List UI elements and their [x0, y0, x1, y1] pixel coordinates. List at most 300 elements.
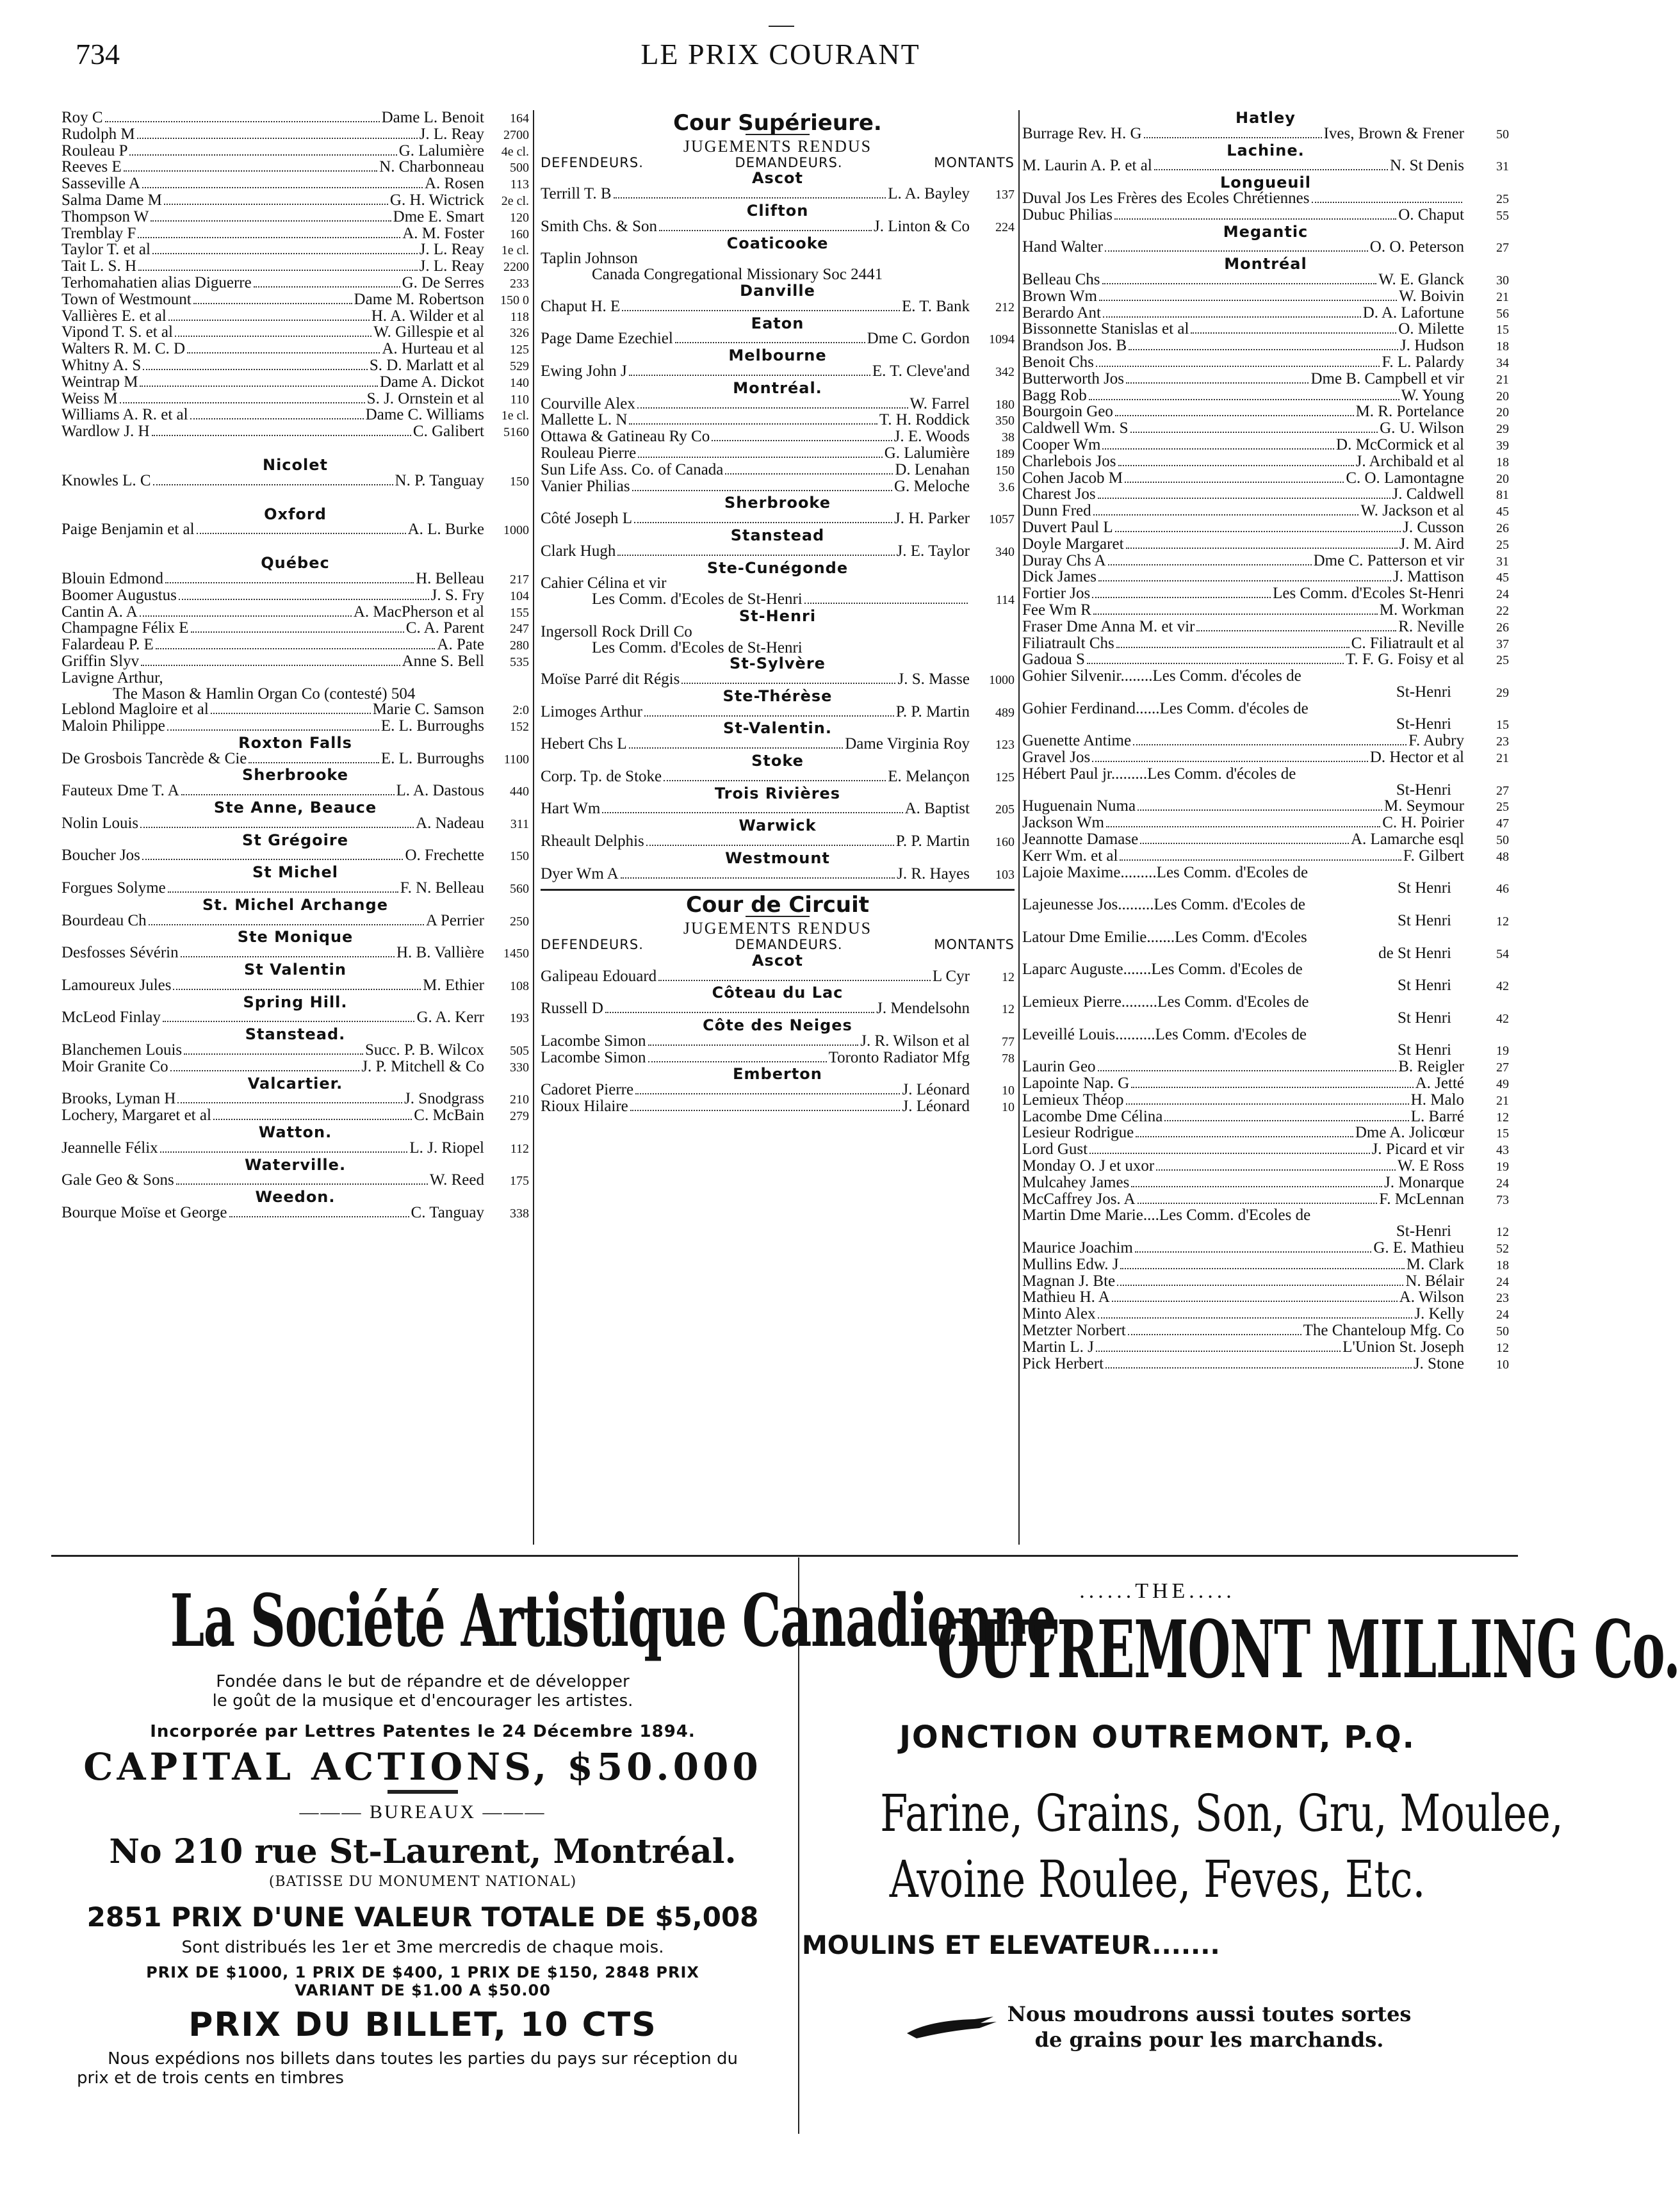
amount: 175: [510, 1174, 529, 1189]
judgment-row: [1022, 1158, 1509, 1175]
defendant: Caldwell Wm. S: [1022, 419, 1129, 437]
judgment-row: [1022, 272, 1509, 289]
judgment-row: [1022, 569, 1509, 586]
jugements-heading: JUGEMENTS RENDUS: [683, 919, 872, 938]
entry-line: Gohier Ferdinand......Les Comm. d'écoles de: [1022, 699, 1309, 717]
defendant: Guenette Antime: [1022, 732, 1132, 750]
plaintiff: H. Belleau: [416, 569, 484, 587]
defendant: Moir Granite Co: [61, 1057, 168, 1075]
dot-leader: [617, 555, 894, 556]
dot-leader: [1105, 1367, 1412, 1369]
defendant: Hand Walter: [1022, 238, 1103, 256]
amount: 29: [1496, 422, 1509, 437]
judgment-row: [541, 364, 1015, 380]
column-middle: [541, 110, 1015, 1116]
plaintiff: E. Melançon: [888, 767, 970, 785]
dot-leader: [140, 827, 414, 828]
defendant: St Henri: [1397, 977, 1451, 995]
judgment-row: [61, 848, 529, 865]
dot-leader: [1126, 1103, 1409, 1105]
judgment-row: [61, 719, 529, 735]
amount: 1000: [989, 673, 1015, 688]
amount: 103: [995, 867, 1015, 882]
defendant: Côté Joseph L: [541, 510, 633, 528]
dot-leader: [137, 138, 418, 139]
judgment-row: [61, 605, 529, 621]
judgment-row: [541, 1001, 1015, 1018]
plaintiff: H. B. Vallière: [396, 944, 484, 962]
dot-leader: [1115, 531, 1401, 532]
amount: 19: [1496, 1044, 1509, 1059]
judgment-row: [1022, 733, 1509, 750]
page-header: [0, 0, 1561, 77]
dot-leader: [1130, 432, 1378, 433]
dot-leader: [181, 956, 395, 957]
dot-leader: [163, 1021, 415, 1022]
ad-societe-desc-1: Fondée dans le but de répandre et de développer: [216, 1672, 630, 1691]
defendant: McLeod Finlay: [61, 1009, 161, 1027]
judgment-row: [61, 1108, 529, 1125]
locality-heading: Québec: [261, 554, 330, 573]
amount: 2e cl.: [501, 193, 529, 208]
defendant: St-Henri: [1396, 1223, 1451, 1240]
judgment-row: [61, 978, 529, 995]
amount: 10: [1496, 1357, 1509, 1372]
defendant: Sasseville A: [61, 175, 140, 193]
amount: 55: [1496, 208, 1509, 223]
ad-outremont-products-2: Avoine Roulee, Feves, Etc.: [889, 1849, 1426, 1909]
dot-leader: [1144, 137, 1322, 138]
amount: 440: [510, 784, 529, 799]
plaintiff: F. L. Palardy: [1382, 353, 1464, 371]
ad-societe-bureaux-label: BUREAUX: [369, 1801, 476, 1823]
dot-leader: [213, 1119, 412, 1120]
dot-leader: [167, 729, 379, 731]
judgment-row: [541, 1050, 1015, 1067]
dot-leader: [1129, 349, 1398, 350]
judgment-row: [1022, 750, 1509, 767]
judgment-row: [1022, 685, 1509, 701]
column-right: [1022, 110, 1509, 1372]
plaintiff: C. O. Lamontagne: [1346, 469, 1464, 487]
amount: 50: [1496, 833, 1509, 848]
judgment-row: [61, 1043, 529, 1059]
plaintiff: N. Bélair: [1405, 1272, 1464, 1290]
ad-societe-bureaux: ——— BUREAUX ———: [299, 1801, 546, 1823]
ad-societe-address: No 210 rue St-Laurent, Montréal.: [109, 1832, 737, 1871]
locality-heading: Ascot: [751, 169, 804, 188]
defendant: Weiss M: [61, 389, 118, 407]
judgment-row: [1022, 553, 1509, 570]
entry-line: The Mason & Hamlin Organ Co (contesté) 504: [113, 685, 416, 703]
dot-leader: [175, 336, 371, 337]
amount: 23: [1496, 735, 1509, 749]
plaintiff: A. Rosen: [424, 175, 484, 193]
defendant: Desfosses Sévérin: [61, 944, 179, 962]
ad-societe-ship-1: Nous expédions nos billets dans toutes les parties du pays sur réception du: [108, 2049, 738, 2068]
judgment-row: [61, 473, 529, 490]
amount: 205: [995, 802, 1015, 817]
dot-leader: [1102, 448, 1334, 450]
column-header: MONTANTS: [934, 937, 1015, 953]
plaintiff: E. T. Cleve'and: [872, 362, 970, 380]
plaintiff: C. Tanguay: [411, 1204, 484, 1221]
plaintiff: A. Wilson: [1399, 1288, 1464, 1306]
defendant: Burrage Rev. H. G: [1022, 124, 1142, 142]
defendant: Ewing John J: [541, 362, 627, 380]
plaintiff: J. P. Mitchell & Co: [361, 1057, 484, 1075]
defendant: Magnan J. Bte: [1022, 1272, 1116, 1290]
dot-leader: [1120, 859, 1401, 861]
defendant: Blanchemen Louis: [61, 1041, 183, 1059]
defendant: St-Henri: [1396, 781, 1451, 799]
judgment-row: [61, 309, 529, 325]
amount: 29: [1496, 685, 1509, 700]
defendant: Boucher Jos: [61, 847, 140, 865]
entry-line: Leveillé Louis..........Les Comm. d'Ecoles de: [1022, 1025, 1307, 1043]
locality-heading: Megantic: [1223, 222, 1309, 241]
amount: 30: [1496, 273, 1509, 288]
judgment-row: [1022, 421, 1509, 437]
defendant: Rheault Delphis: [541, 833, 644, 850]
amount: 3.6: [999, 480, 1015, 494]
amount: 250: [510, 914, 529, 929]
defendant: Lesieur Rodrigue: [1022, 1124, 1134, 1142]
amount: 110: [510, 392, 529, 407]
dot-leader: [1103, 316, 1361, 318]
defendant: McCaffrey Jos. A: [1022, 1190, 1136, 1208]
locality-heading: Waterville.: [244, 1155, 347, 1174]
locality-heading: Weedon.: [255, 1188, 336, 1207]
page-number: 734: [76, 38, 120, 70]
plaintiff: J. Linton & Co: [873, 217, 970, 235]
dot-leader: [658, 980, 931, 981]
amount: 233: [510, 276, 529, 291]
judgment-row: [541, 446, 1015, 462]
locality-heading: Coaticooke: [726, 234, 829, 252]
defendant: Charlebois Jos: [1022, 452, 1116, 470]
judgment-row: [1022, 978, 1509, 995]
judgment-row: [61, 226, 529, 243]
judgment-row: [541, 479, 1015, 496]
amount: 1000: [503, 523, 529, 538]
amount: 49: [1496, 1077, 1509, 1092]
locality-heading: Melbourne: [728, 346, 827, 365]
locality-heading: Sherbrooke: [241, 766, 349, 784]
judgment-row: [61, 127, 529, 143]
dot-leader: [170, 1070, 360, 1071]
plaintiff: C. Galibert: [412, 423, 484, 441]
jugements-heading: JUGEMENTS RENDUS: [683, 136, 872, 156]
defendant: Berardo Ant: [1022, 304, 1101, 321]
amount: 12: [1496, 1225, 1509, 1240]
ad-societe-prize-list-2: VARIANT DE $1.00 A $50.00: [295, 1981, 551, 1999]
defendant: Falardeau P. E: [61, 636, 154, 654]
plaintiff: W. Boivin: [1399, 287, 1464, 305]
judgment-row: [1022, 240, 1509, 256]
amount: 48: [1496, 849, 1509, 864]
dot-leader: [605, 1012, 874, 1013]
dot-leader: [622, 310, 900, 311]
defendant: Brown Wm: [1022, 287, 1097, 305]
plaintiff: S. J. Ornstein et al: [366, 389, 484, 407]
plaintiff: Dame M. Robertson: [354, 290, 484, 308]
amount: 24: [1496, 1176, 1509, 1190]
defendant: Ottawa & Gatineau Ry Co: [541, 428, 710, 446]
amount: 120: [510, 210, 529, 225]
amount: 12: [1002, 970, 1015, 984]
locality-heading: Hatley: [1236, 109, 1296, 127]
locality-heading: Sherbrooke: [724, 494, 831, 512]
judgment-row: [1022, 1142, 1509, 1158]
amount: 21: [1496, 289, 1509, 304]
defendant: Cooper Wm: [1022, 435, 1101, 453]
ad-outremont-products-1: Farine, Grains, Son, Gru, Moulee,: [880, 1784, 1563, 1843]
dot-leader: [1135, 1251, 1372, 1253]
amount: 19: [1496, 1160, 1509, 1174]
amount: 535: [510, 654, 529, 669]
locality-heading: St Valentin: [244, 961, 347, 979]
dot-leader: [124, 170, 377, 172]
defendant: Champagne Félix E: [61, 619, 189, 637]
defendant: Tremblay F: [61, 224, 136, 242]
amount: 10: [1002, 1100, 1015, 1115]
amount: 21: [1496, 751, 1509, 766]
dot-leader: [1117, 1285, 1403, 1286]
locality-heading: Oxford: [264, 505, 327, 523]
judgment-row: [1022, 471, 1509, 487]
dot-leader: [138, 270, 418, 271]
judgment-row: [1022, 1175, 1509, 1192]
column-header: DEMANDEURS.: [735, 154, 843, 170]
judgment-row: [61, 1141, 529, 1157]
dot-leader: [664, 780, 886, 781]
dot-leader: [712, 440, 892, 441]
defendant: Dick James: [1022, 568, 1097, 586]
defendant: St Henri: [1397, 879, 1451, 897]
amount: 193: [510, 1011, 529, 1026]
judgment-row: [1022, 799, 1509, 815]
dot-leader: [141, 665, 400, 666]
locality-heading: Clifton: [746, 201, 809, 220]
plaintiff: D. Hector et al: [1369, 749, 1464, 767]
defendant: Huguenain Numa: [1022, 797, 1136, 815]
dot-leader: [634, 522, 892, 523]
plaintiff: Dame A. Dickot: [379, 373, 484, 391]
dot-leader: [637, 407, 908, 409]
plaintiff: G. Lalumière: [884, 444, 970, 462]
judgment-row: [541, 219, 1015, 236]
locality-heading: St. Michel Archange: [202, 895, 388, 914]
dot-leader: [142, 859, 404, 860]
judgment-row: [1022, 849, 1509, 865]
entry-line: Lavigne Arthur,: [61, 669, 163, 687]
defendant: Charest Jos: [1022, 485, 1096, 503]
plaintiff: J. H. Parker: [893, 510, 970, 528]
plaintiff: D. Lenahan: [895, 460, 970, 478]
dot-leader: [644, 715, 894, 717]
defendant: Bissonnette Stanislas et al: [1022, 320, 1189, 338]
judgment-row: [1022, 1109, 1509, 1126]
defendant: Gale Geo & Sons: [61, 1171, 174, 1189]
amount: 26: [1496, 521, 1509, 535]
dot-leader: [629, 747, 844, 749]
amount: 18: [1496, 339, 1509, 354]
dot-leader: [1092, 761, 1368, 762]
plaintiff: J. L. Reay: [419, 241, 484, 259]
judgment-row: [1022, 487, 1509, 503]
judgment-row: [61, 259, 529, 275]
amount: 2200: [503, 260, 529, 275]
plaintiff: R. Neville: [1398, 617, 1464, 635]
defendant: Maloin Philippe: [61, 717, 165, 735]
entry-line: Ingersoll Rock Drill Co: [541, 622, 692, 640]
plaintiff: F. Gilbert: [1403, 847, 1464, 865]
amount: 217: [510, 572, 529, 587]
amount: 137: [995, 188, 1015, 202]
plaintiff: L. Barré: [1410, 1107, 1464, 1125]
defendant: Dubuc Philias: [1022, 206, 1113, 223]
amount: 1e cl.: [501, 409, 529, 423]
amount: 4e cl.: [501, 144, 529, 159]
judgment-row: [61, 325, 529, 341]
judgment-row: [61, 571, 529, 588]
dot-leader: [1096, 366, 1380, 367]
amount: 350: [995, 414, 1015, 428]
judgment-row: [1022, 404, 1509, 421]
judgment-row: [61, 143, 529, 160]
amount: 10: [1002, 1084, 1015, 1098]
amount: 12: [1496, 1340, 1509, 1355]
defendant: Griffin Slyv: [61, 652, 140, 670]
judgment-row: [61, 375, 529, 391]
defendant: Brandson Jos. B: [1022, 337, 1127, 355]
dot-leader: [156, 648, 436, 649]
defendant: Lemieux Théop: [1022, 1091, 1124, 1109]
defendant: M. Laurin A. P. et al: [1022, 157, 1152, 175]
amount: 25: [1496, 537, 1509, 552]
judgment-row: [541, 672, 1015, 688]
judgment-row: [1022, 126, 1509, 143]
plaintiff: J. Hudson: [1399, 337, 1464, 355]
dot-leader: [1131, 1186, 1382, 1187]
amount: 150: [510, 849, 529, 864]
defendant: Walters R. M. C. D: [61, 340, 186, 358]
dot-leader: [105, 121, 380, 122]
amount: 47: [1496, 817, 1509, 831]
amount: 224: [995, 220, 1015, 234]
defendant: Jackson Wm: [1022, 814, 1104, 832]
defendant: Martin L. J: [1022, 1338, 1094, 1356]
plaintiff: L. A. Dastous: [396, 782, 484, 800]
ad-outremont-grind-2: de grains pour les marchands.: [1034, 2027, 1384, 2052]
amount: 15: [1496, 718, 1509, 733]
plaintiff: J. Mendelsohn: [876, 1000, 970, 1018]
plaintiff: The Chanteloup Mfg. Co: [1303, 1321, 1464, 1339]
dot-leader: [149, 924, 424, 925]
page-title: LE PRIX COURANT: [640, 38, 920, 70]
plaintiff: M. Clark: [1406, 1255, 1464, 1273]
dot-leader: [184, 1053, 363, 1055]
defendant: Bourdeau Ch: [61, 911, 147, 929]
defendant: Fee Wm R: [1022, 601, 1091, 619]
defendant: Mallette L. N: [541, 411, 628, 429]
ad-outremont-grind-text: [1007, 2001, 1412, 2052]
dot-leader: [1136, 1136, 1353, 1137]
amount: 342: [995, 364, 1015, 379]
column-divider-2: [1018, 110, 1020, 1545]
entry-line: Martin Dme Marie....Les Comm. d'Ecoles de: [1022, 1207, 1311, 1224]
amount: 113: [510, 177, 529, 192]
plaintiff: J. Stone: [1413, 1354, 1464, 1372]
plaintiff: J. E. Woods: [893, 428, 970, 446]
plaintiff: O. Chaput: [1398, 206, 1464, 223]
amount: 330: [510, 1060, 529, 1075]
plaintiff: T. F. G. Foisy et al: [1345, 651, 1464, 669]
judgment-row: [1022, 1274, 1509, 1290]
amount: 150 0: [500, 293, 529, 307]
dot-leader: [140, 615, 352, 617]
plaintiff: A. Pate: [437, 636, 484, 654]
amount: 39: [1496, 438, 1509, 453]
locality-heading: Montréal.: [733, 378, 822, 397]
judgment-row: [541, 834, 1015, 850]
defendant: St Henri: [1397, 1041, 1451, 1059]
entry-line: Hébert Paul jr.........Les Comm. d'écoles de: [1022, 765, 1296, 783]
dot-leader: [190, 418, 364, 419]
locality-heading: Longueuil: [1220, 174, 1311, 192]
amount: 46: [1496, 882, 1509, 897]
defendant: St-Henri: [1396, 683, 1451, 701]
defendant: Salma Dame M: [61, 191, 162, 209]
judgment-row: [541, 866, 1015, 883]
amount: 529: [510, 359, 529, 373]
defendant: Bourgoin Geo: [1022, 403, 1113, 421]
defendant: Lord Gust: [1022, 1141, 1088, 1158]
dot-leader: [229, 1216, 409, 1217]
defendant: Les Comm. d'Ecoles de St-Henri: [592, 590, 803, 608]
judgment-row: [1022, 355, 1509, 371]
amount: 189: [995, 446, 1015, 461]
dot-leader: [602, 812, 902, 813]
defendant: Duray Chs A: [1022, 551, 1106, 569]
judgment-row: [1022, 191, 1509, 207]
judgment-row: [61, 275, 529, 292]
plaintiff: M. Seymour: [1384, 797, 1464, 815]
locality-heading: Ascot: [751, 951, 804, 970]
defendant: De Grosbois Tancrède & Cie: [61, 749, 247, 767]
defendant: St Henri: [1397, 1009, 1451, 1027]
judgment-row: [1022, 503, 1509, 520]
defendant: Limoges Arthur: [541, 703, 643, 720]
dot-leader: [197, 533, 406, 534]
locality-heading: St-Valentin.: [723, 719, 832, 738]
amount: 20: [1496, 405, 1509, 420]
judgment-row: [1022, 537, 1509, 553]
dot-leader: [632, 490, 892, 491]
column-left: [61, 110, 529, 1222]
spacer: [61, 490, 529, 507]
plaintiff: G. H. Wictrick: [389, 191, 484, 209]
plaintiff: N. St Denis: [1390, 157, 1464, 175]
judgment-row: [1022, 619, 1509, 636]
plaintiff: W. E Ross: [1398, 1157, 1464, 1174]
ad-societe-capital: CAPITAL ACTIONS, $50.000: [83, 1745, 762, 1789]
locality-heading: St Michel: [252, 863, 339, 882]
defendant: Town of Westmount: [61, 290, 192, 308]
spacer: [61, 539, 529, 555]
plaintiff: Dme A. Jolicœur: [1355, 1124, 1464, 1142]
